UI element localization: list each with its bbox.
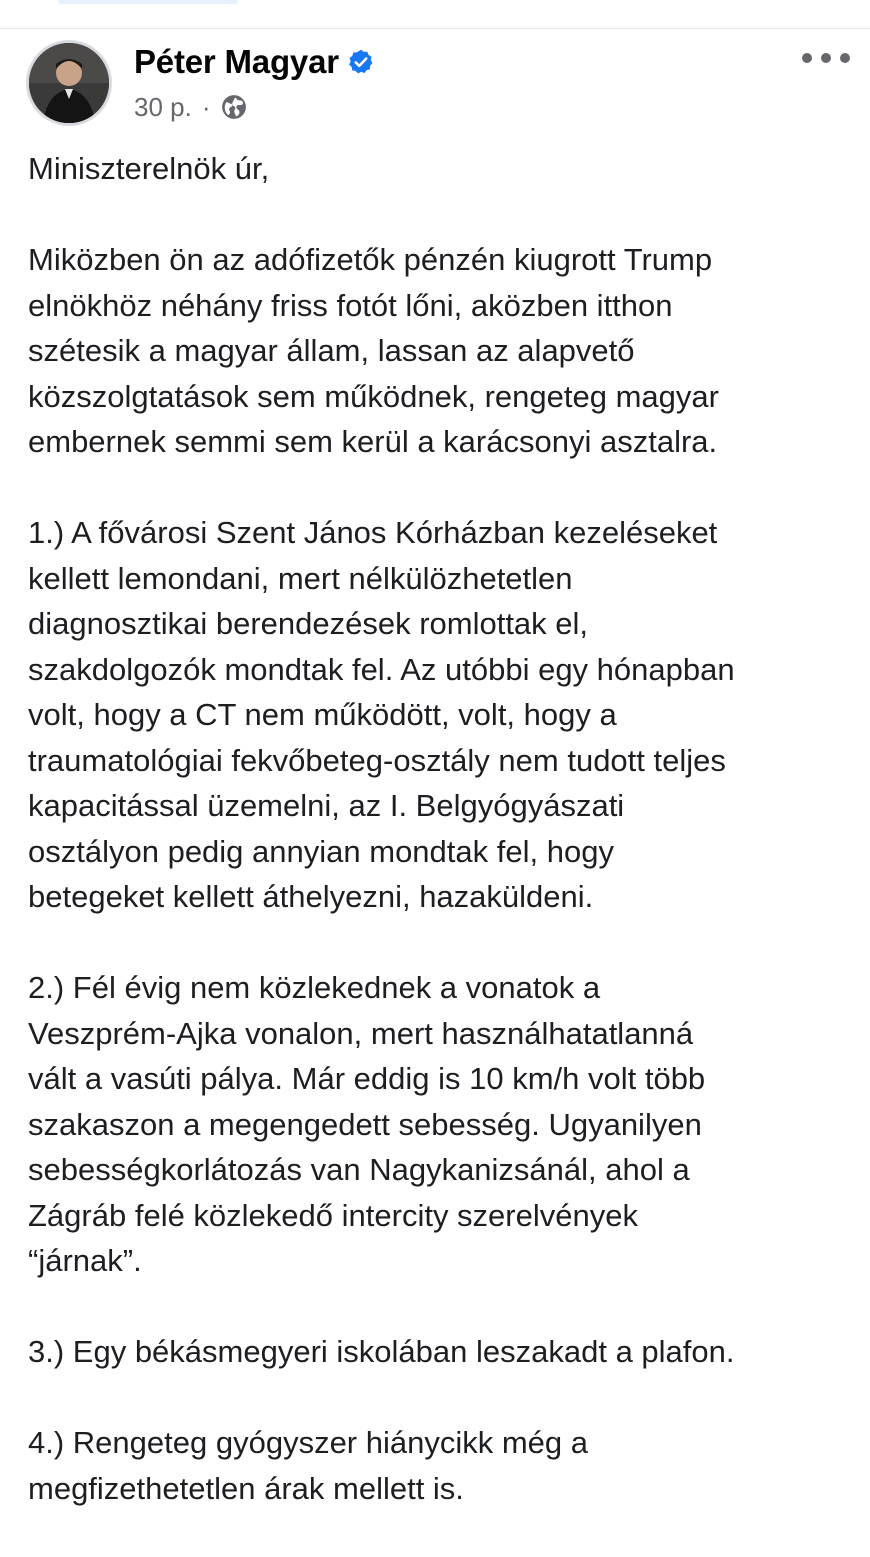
post-paragraph: Miközben ön az adófizetők pénzén kiugrott Trump elnökhöz néhány friss fotót lőni, aközben itthon szétesik a magyar állam, lassan az alapvető közszolgtatások sem működnek, rengeteg magyar embernek semmi sem kerül a karácsonyi asztalra. [28,242,719,459]
more-dot-icon [840,53,850,63]
avatar[interactable] [26,40,112,126]
post-paragraph: 1.) A fővárosi Szent János Kórházban kezeléseket kellett lemondani, mert nélkülözhetetlen diagnosztikai berendezések romlottak el, szakdolgozók mondtak fel. Az utóbbi egy hónapban volt, hogy a CT nem működött, volt, hogy a traumatológiai fekvőbeteg-osztály nem tudott teljes kapacitással üzemelni, az I. Belgyógyászati osztályon pedig annyian mondtak fel, hogy betegeket kellett áthelyezni, hazaküldeni. [28,515,735,914]
avatar-photo [29,43,109,123]
more-dot-icon [802,53,812,63]
post-paragraph: Miniszterelnök úr, [28,151,270,186]
post-meta [134,90,247,124]
author-row [134,42,375,82]
verified-badge-icon [347,48,375,76]
top-strip [0,0,870,29]
post-body [28,146,858,1557]
more-dot-icon [821,53,831,63]
globe-icon[interactable] [221,94,247,120]
post-timestamp[interactable]: 30 p. [134,91,192,122]
author-name[interactable]: Péter Magyar [134,43,339,80]
post-paragraph: 2.) Fél évig nem közlekednek a vonatok a Veszprém-Ajka vonalon, mert használhatatlanná vált a vasúti pálya. Már eddig is 10 km/h volt több szakaszon a megengedett sebesség. Ugyanilyen sebességkorlátozás van Nagykanizsánál, ahol a Zágráb felé közlekedő intercity szerelvények “járnak”. [28,970,706,1278]
post-paragraph: 3.) Egy békásmegyeri iskolában leszakadt a plafon. [28,1334,735,1369]
tab-indicator [58,0,238,4]
meta-separator: · [201,91,211,122]
post-header [0,32,870,132]
more-options-button[interactable] [802,44,850,72]
post-paragraph: 4.) Rengeteg gyógyszer hiánycikk még a megfizethetetlen árak mellett is. [28,1425,589,1506]
